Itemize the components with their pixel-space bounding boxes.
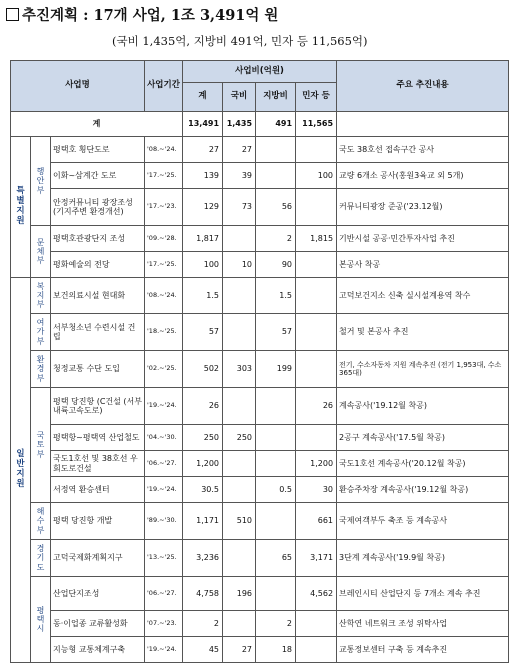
header-national: 국비 — [223, 83, 256, 112]
table-row: 평택시 산업단지조성 '06.~'27. 4,758 196 4,562 브레인시티 산업단지 등 7개소 계속 추진 — [11, 577, 509, 611]
total-label: 계 — [11, 112, 183, 137]
group-general: 일반지원 — [11, 278, 31, 663]
total-national: 1,435 — [223, 112, 256, 137]
ministry-label: 복지부 — [31, 278, 51, 314]
table-row: 문체부 평택호관광단지 조성 '09.~'28. 1,817 2 1,815 기반시설 공공·민간투자사업 추진 — [11, 226, 509, 252]
table-row: 국도1호선 및 38호선 우회도로건설 '06.~'27. 1,200 1,200 국도1호선 계속공사('20.12월 착공) — [11, 451, 509, 477]
total-private: 11,565 — [296, 112, 337, 137]
ministry-label: 국토부 — [31, 388, 51, 503]
header-cost: 사업비(억원) — [183, 61, 337, 83]
table-row: 서정역 환승센터 '19.~'24. 30.5 0.5 30 환승주차장 계속공사('19.12월 착공) — [11, 477, 509, 503]
header-period: 사업기간 — [145, 61, 183, 112]
table-row: 경기도 고덕국제화계획지구 '13.~'25. 3,236 65 3,171 3단계 계속공사('19.9월 착공) — [11, 540, 509, 577]
header-local: 지방비 — [256, 83, 296, 112]
header-private: 민자 등 — [296, 83, 337, 112]
header-total: 계 — [183, 83, 223, 112]
header-main-content: 주요 추진내용 — [337, 61, 509, 112]
budget-summary: (국비 1,435억, 지방비 491억, 민자 등 11,565억) — [112, 34, 368, 48]
table-row: 환경부 청정교통 수단 도입 '02.~'25. 502 303 199 전기, 수소자동차 지원 계속추진 (전기 1,953대, 수소 365대) — [11, 351, 509, 388]
table-row: 일반지원 복지부 보건의료시설 현대화 '08.~'24. 1.5 1.5 고덕보건지소 신축 실시설계용역 착수 — [11, 278, 509, 314]
plan-title: 추진계획 : 17개 사업, 1조 3,491억 원 — [6, 4, 278, 25]
table-row: 평택항~평택역 산업철도 '04.~'30. 250 250 2공구 계속공사('17.5월 착공) — [11, 425, 509, 451]
ministry-label: 환경부 — [31, 351, 51, 388]
total-sum: 13,491 — [183, 112, 223, 137]
table-row: 이화~삼계간 도로 '17.~'25. 139 39 100 교량 6개소 공사(홍원3육교 외 5개) — [11, 163, 509, 189]
project-table — [10, 60, 509, 663]
table-row: 여가부 서부청소년 수련시설 건립 '18.~'25. 57 57 철거 및 본공사 추진 — [11, 314, 509, 351]
ministry-label: 해수부 — [31, 503, 51, 540]
ministry-label: 평택시 — [31, 577, 51, 663]
table-row: 동·이업종 교류활성화 '07.~'23. 2 2 산학연 네트워크 조성 위탁사업 — [11, 611, 509, 637]
table-row: 해수부 평택 당진항 개발 '89.~'30. 1,171 510 661 국제여객부두 축조 등 계속공사 — [11, 503, 509, 540]
header-project-name: 사업명 — [11, 61, 145, 112]
table-row: 국토부 평택 당진항 (C건설 (서부내륙고속도로) '19.~'24. 26 26 계속공사('19.12월 착공) — [11, 388, 509, 425]
table-row: 안정커뮤니티 광장조성 (기지주변 환경개선) '17.~'23. 129 73 56 커뮤니티광장 준공('23.12월) — [11, 189, 509, 226]
ministry-label: 경기도 — [31, 540, 51, 577]
group-special: 특별지원 — [11, 137, 31, 278]
ministry-label: 문체부 — [31, 226, 51, 278]
total-local: 491 — [256, 112, 296, 137]
ministry-label: 행안부 — [31, 137, 51, 226]
table-row: 특별지원 행안부 평택호 횡단도로 '08.~'24. 27 27 국도 38호선 접속구간 공사 — [11, 137, 509, 163]
total-row — [11, 112, 509, 137]
table-row: 지능형 교통체계구축 '19.~'24. 45 27 18 교통정보센터 구축 등 계속추진 — [11, 637, 509, 663]
ministry-label: 여가부 — [31, 314, 51, 351]
checkbox-square-icon — [6, 8, 19, 21]
table-row: 평화예술의 전당 '17.~'25. 100 10 90 본공사 착공 — [11, 252, 509, 278]
